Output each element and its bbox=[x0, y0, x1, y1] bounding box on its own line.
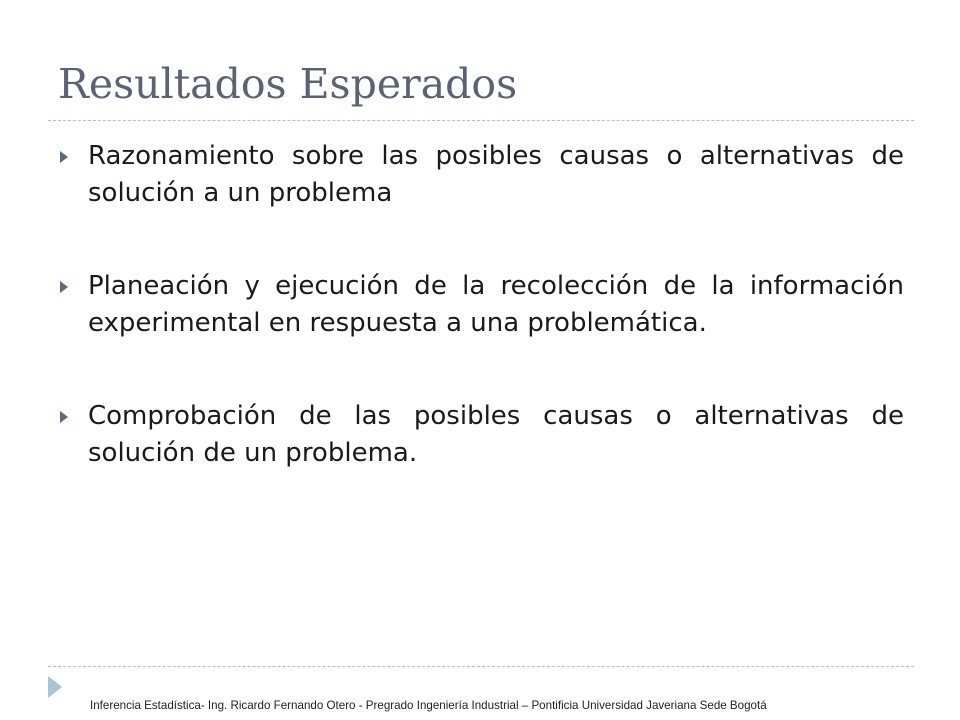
footer-text: Inferencia Estadística- Ing. Ricardo Fernando Otero - Pregrado Ingeniería Industrial – Pontificia Universidad Javeriana Sede Bogotá bbox=[90, 699, 767, 712]
bullet-item bbox=[58, 398, 904, 472]
bullet-item bbox=[58, 138, 904, 212]
slide-title: Resultados Esperados bbox=[58, 60, 518, 108]
bullet-item bbox=[58, 268, 904, 342]
triangle-footer-icon bbox=[48, 676, 62, 698]
bullet-text: Planeación y ejecución de la recolección de la información experimental en respuesta a una problemática. bbox=[88, 271, 904, 338]
title-divider bbox=[48, 120, 914, 121]
triangle-bullet-icon bbox=[60, 411, 68, 423]
bullet-text: Comprobación de las posibles causas o alternativas de solución de un problema. bbox=[88, 401, 904, 468]
triangle-bullet-icon bbox=[60, 281, 68, 293]
bullet-text: Razonamiento sobre las posibles causas o alternativas de solución a un problema bbox=[88, 141, 904, 208]
triangle-bullet-icon bbox=[60, 151, 68, 163]
bullet-list bbox=[58, 138, 904, 472]
footer-divider bbox=[48, 666, 914, 667]
